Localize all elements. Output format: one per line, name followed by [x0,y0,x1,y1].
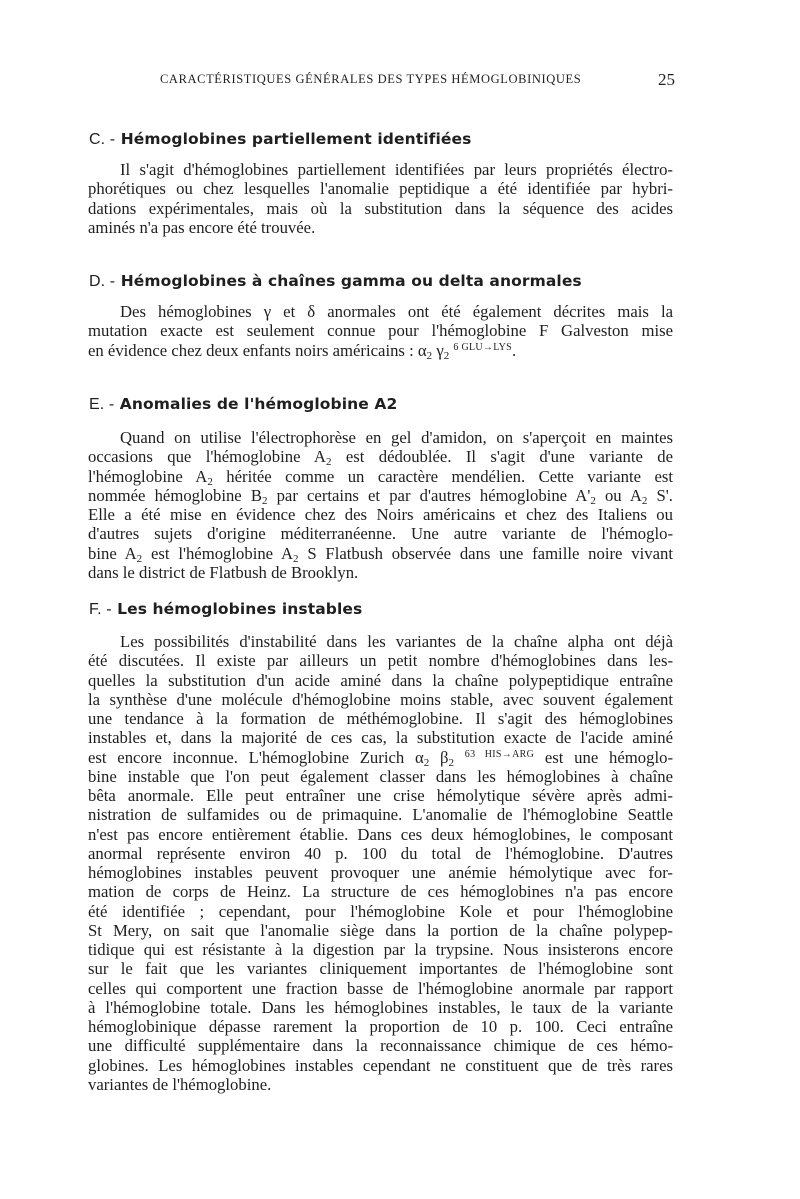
text-line: sur le fait que les variantes cliniquement importantes de l'hémoglobine sont [88,959,673,979]
text-line-formula: est encore inconnue. L'hémoglobine Zurich $\alpha_2$ $\beta_2$ $^{63 HIS\to ARG}$ est une hémoglo- [88,747,673,769]
section-title: Hémoglobines à chaînes gamma ou delta anormales [120,272,582,290]
text-line: bêta anormale. Elle peut entraîner une crise hémolytique sévère après admi- [88,786,673,805]
text-line: Quand on utilise l'électrophorèse en gel d'amidon, on s'aperçoit en maintes [120,428,673,447]
text-line: bine $A_2$ est l'hémoglobine $A_2$ S Flatbush observée dans une famille noire vivant [88,543,673,565]
section-heading-e [89,395,397,414]
paragraph-d [88,302,673,360]
section-heading-f [89,600,362,619]
text-line: bine instable que l'on peut également classer dans les hémoglobines à chaîne [88,766,673,786]
text-line: nommée hémoglobine $B_2$ par certains et par d'autres hémoglobine $A'_2$ ou $A_2$ S'. [88,485,673,507]
text-line: nistration de sulfamides ou de primaquine. L'anomalie de l'hémoglobine Seattle [88,805,673,825]
text-line-formula: en évidence chez deux enfants noirs américains : $\alpha_2$ $\gamma_2$ $^{6 GLU\to LYS}$. [88,340,517,362]
section-letter: E. - [89,396,115,413]
text-line: Les possibilités d'instabilité dans les variantes de la chaîne alpha ont déjà [120,632,673,651]
text-line: n'est pas encore entièrement établie. Dans ces deux hémoglobines, le composant [88,824,673,844]
text-line: été discutées. Il existe par ailleurs un petit nombre d'hémoglobines dans les- [88,651,673,671]
paragraph-e [88,428,673,582]
text-line: l'hémoglobine $A_2$ héritée comme un caractère mendélien. Cette variante est [88,466,673,488]
text-line: globines. Les hémoglobines instables cependant ne constituent que de très rares [88,1055,673,1075]
paragraph-c [88,160,673,237]
section-letter: F. - [89,601,112,618]
text-line: occasions que l'hémoglobine $A_2$ est dédoublée. Il s'agit d'une variante de [88,447,673,469]
text-line: d'autres sujets d'origine méditerranéenne. Une autre variante de l'hémoglo- [88,524,673,544]
text-line: été identifiée ; cependant, pour l'hémoglobine Kole et pour l'hémoglobine [88,901,673,921]
text-line: à l'hémoglobine totale. Dans les hémoglobines instables, le taux de la variante [88,997,673,1017]
text-line: aminés n'a pas encore été trouvée. [88,217,316,237]
section-heading-c [89,130,471,149]
text-line: anormal représente environ 40 p. 100 du total de l'hémoglobine. D'autres [88,843,673,863]
section-title: Anomalies de l'hémoglobine A2 [119,395,398,413]
page-number: 25 [658,70,675,89]
text-line: celles qui comportent une fraction basse de l'hémoglobine anormale par rapport [88,978,673,998]
text-line: phorétiques ou chez lesquelles l'anomalie peptidique a été identifiée par hybri- [88,179,673,199]
section-letter: D. - [89,273,116,290]
text-line: mation de corps de Heinz. La structure de ces hémoglobines n'a pas encore [88,882,673,902]
text-line: dations expérimentales, mais où la substitution dans la séquence des acides [88,198,673,218]
text-line: variantes de l'hémoglobine. [88,1074,272,1094]
text-line: quelles la substitution d'un acide aminé dans la chaîne polypeptidique entraîne [88,670,673,690]
text-line: Des hémoglobines γ et δ anormales ont été également décrites mais la [120,302,673,321]
section-title: Hémoglobines partiellement identifiées [120,130,472,148]
text-line: mutation exacte est seulement connue pour l'hémoglobine F Galveston mise [88,321,673,341]
text-line: St Mery, on sait que l'anomalie siège dans la portion de la chaîne polypep- [88,920,673,940]
text-line: instables et, dans la majorité de ces cas, la substitution exacte de l'acide aminé [88,728,673,748]
text-line: tidique qui est résistante à la digestion par la trypsine. Nous insisterons encore [88,940,673,959]
section-heading-d [89,272,582,291]
section-title: Les hémoglobines instables [117,600,363,618]
section-letter: C. - [89,131,116,148]
text-line: une difficulté supplémentaire dans la reconnaissance chimique de ces hémo- [88,1036,673,1056]
text-line: la synthèse d'une molécule d'hémoglobine moins stable, avec souvent également [88,689,673,709]
text-line: hémoglobinique dépasse rarement la proportion de 10 p. 100. Ceci entraîne [88,1017,673,1036]
paragraph-f [88,632,673,1094]
running-header: CARACTÉRISTIQUES GÉNÉRALES DES TYPES HÉMOGLOBINIQUES [160,72,582,86]
text-line: dans le district de Flatbush de Brooklyn. [88,562,359,582]
text-line: Elle a été mise en évidence chez des Noirs américains et chez des Italiens ou [88,505,673,524]
text-line: Il s'agit d'hémoglobines partiellement identifiées par leurs propriétés électro- [120,160,673,179]
text-line: hémoglobines instables peuvent provoquer une anémie hémolytique avec for- [88,863,673,882]
text-line: une tendance à la formation de méthémoglobine. Il s'agit des hémoglobines [88,709,673,728]
